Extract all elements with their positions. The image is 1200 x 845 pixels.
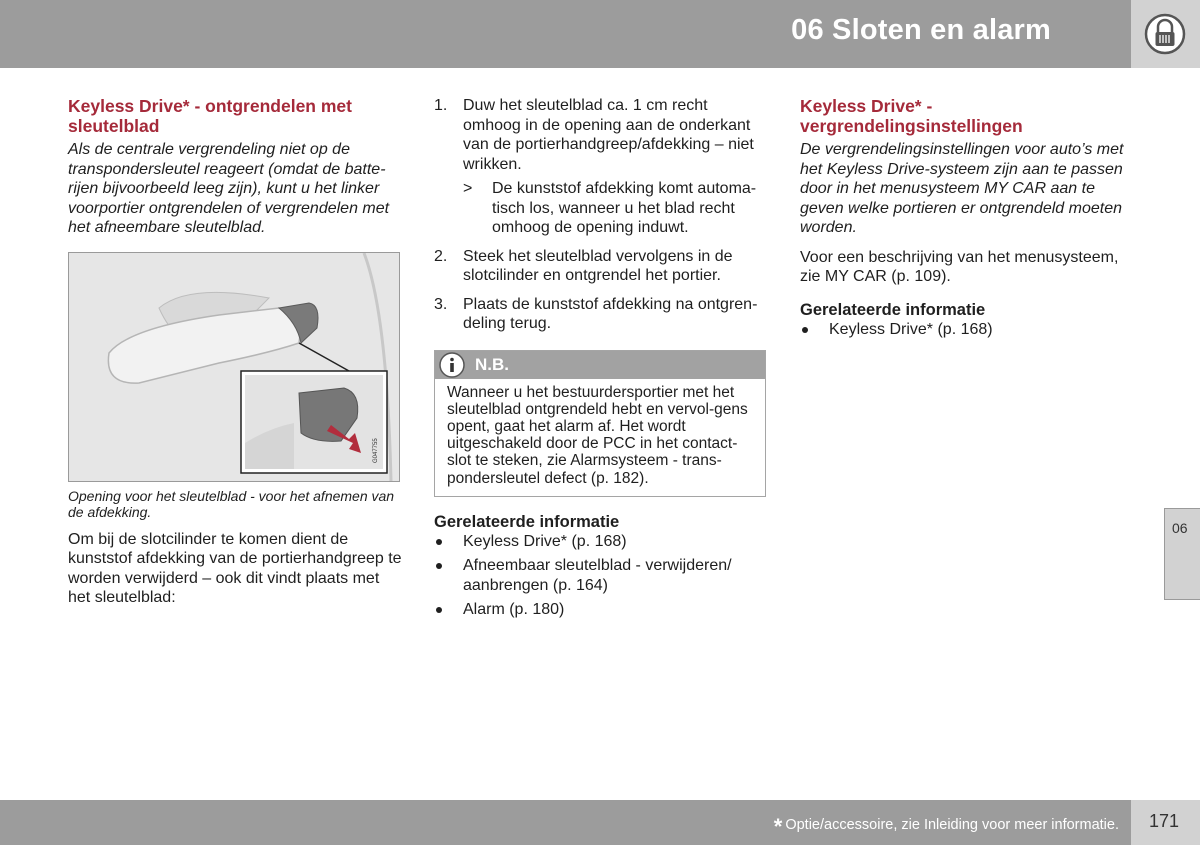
section-title-settings: Keyless Drive* - vergrendelingsinstellingen: [800, 96, 1023, 136]
step-text: Plaats de kunststof afdekking na ontgren-deling terug.: [463, 295, 758, 332]
body-text: Om bij de slotcilinder te komen dient de kunststof afdekking van de portierhandgreep te worden verwijderd – ook dit vindt plaats met het sleutelblad:: [68, 530, 402, 606]
door-handle-figure: [68, 252, 400, 482]
step-text: Steek het sleutelblad vervolgens in de slotcilinder en ontgrendel het portier.: [463, 247, 733, 284]
column-right: [800, 96, 1130, 344]
result-marker: >: [463, 180, 473, 197]
step-item: [434, 295, 766, 334]
step-result-text: De kunststof afdekking komt automa-tisch los, wanneer u het blad recht omhoog de opening induwt.: [492, 180, 757, 236]
header-bar: [0, 0, 1131, 68]
intro-text: De vergrendelingsinstellingen voor auto’s met het Keyless Drive-systeem zijn aan te passen door in het menusysteem MY CAR aan te geven welke portieren er ontgrendeld moeten worden.: [800, 141, 1124, 236]
steps-list: [434, 96, 766, 334]
step-number: 2.: [434, 247, 448, 265]
step-number: 1.: [434, 97, 448, 114]
chapter-title: 06 Sloten en alarm: [791, 14, 1051, 46]
body-text: Voor een beschrijving van het menusysteem, zie MY CAR (p. 109).: [800, 248, 1119, 285]
door-handle-illustration: [69, 253, 399, 481]
related-link[interactable]: Afneembaar sleutelblad - verwijderen/ aanbrengen (p. 164): [434, 556, 766, 595]
intro-text: Als de centrale vergrendeling niet op de transpondersleutel reageert (omdat de batte-rijen bijvoorbeeld leeg zijn), kunt u het linker voorportier ontgrendelen of vergrendelen met het afneembare sleutelblad.: [68, 141, 390, 236]
column-middle: [434, 96, 766, 625]
padlock-icon: [1143, 12, 1187, 56]
chapter-icon-box: [1131, 0, 1200, 68]
figure-caption: Opening voor het sleutelblad - voor het afnemen van de afdekking.: [68, 487, 395, 520]
step-text: Duw het sleutelblad ca. 1 cm recht omhoog in de opening aan de onderkant van de portierhandgreep/afdekking – niet wrikken.: [463, 97, 754, 173]
footer-bar: [0, 800, 1131, 845]
step-number: 3.: [434, 295, 448, 313]
page-number-box: [1131, 800, 1200, 845]
note-header: [435, 351, 765, 379]
footnote-text: Optie/accessoire, zie Inleiding voor meer informatie.: [785, 817, 1119, 833]
related-link[interactable]: Alarm (p. 180): [434, 600, 766, 620]
chapter-tab[interactable]: [1164, 508, 1200, 600]
footer-note: [774, 814, 1119, 840]
note-text: Wanneer u het bestuurdersportier met het sleutelblad ontgrendeld hebt en vervol-gens opent, gaat het alarm af. Het wordt uitgeschakeld door de PCC in het contact-slot te steken, zie Alarmsysteem - trans-pondersleutel defect (p. 182).: [447, 383, 748, 487]
note-title: N.B.: [475, 354, 509, 374]
chapter-tab-label: 06: [1172, 520, 1188, 536]
column-left: [68, 96, 402, 618]
related-title: Gerelateerde informatie: [434, 512, 620, 531]
step-item: [434, 96, 766, 238]
section-title-unlock: Keyless Drive* - ontgrendelen met sleutelblad: [68, 96, 352, 136]
step-result: [444, 179, 766, 238]
figure-code: G047755: [373, 437, 379, 463]
related-title: Gerelateerde informatie: [800, 300, 986, 319]
related-list: [434, 532, 766, 620]
info-icon: [439, 352, 465, 378]
page-number: 171: [1149, 811, 1180, 831]
step-item: [434, 247, 766, 286]
related-link[interactable]: Keyless Drive* (p. 168): [434, 532, 766, 552]
related-list: [800, 320, 1130, 340]
note-box: [434, 350, 766, 497]
footnote-star: *: [773, 814, 783, 839]
related-link[interactable]: Keyless Drive* (p. 168): [800, 320, 1130, 340]
